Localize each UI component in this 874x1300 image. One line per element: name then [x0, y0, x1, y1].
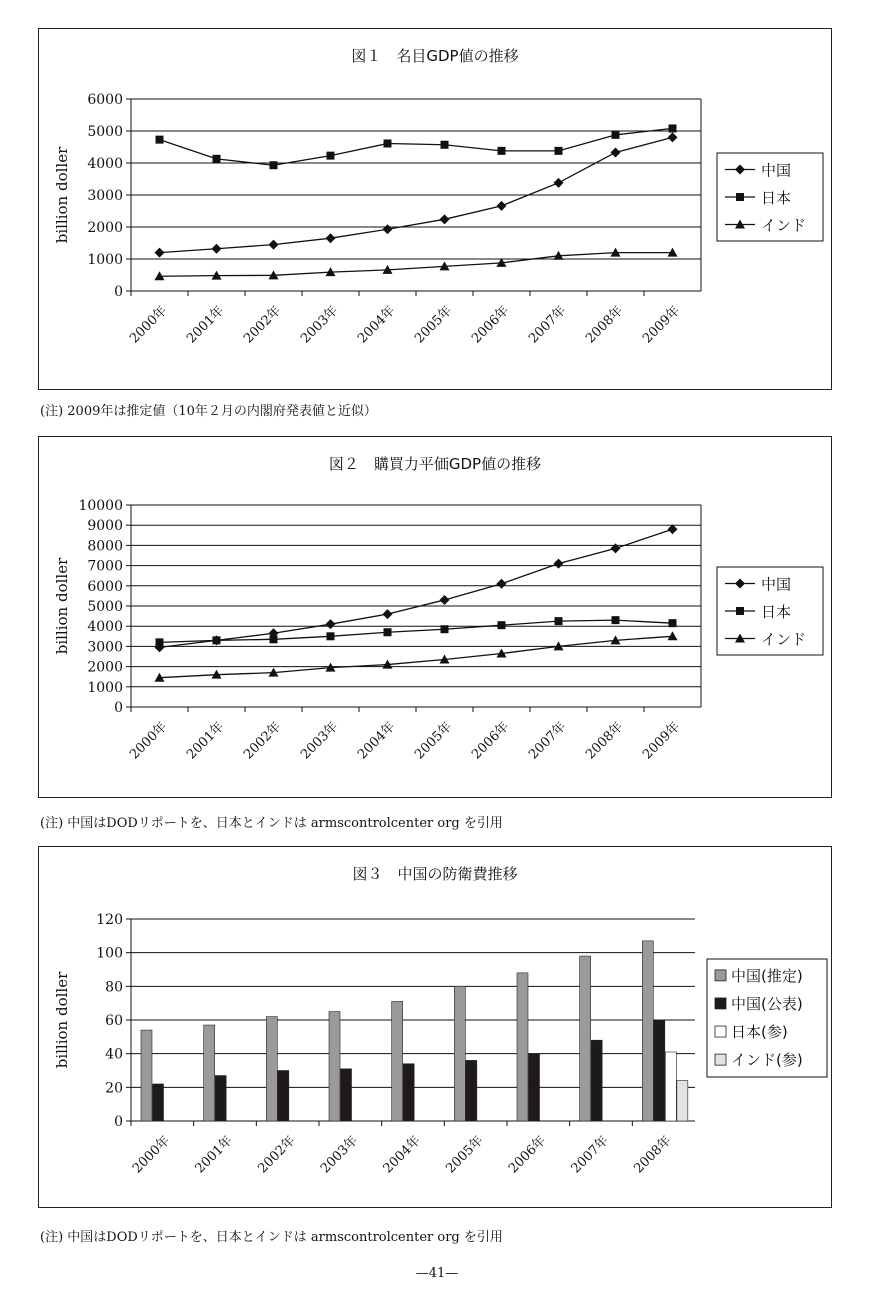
x-tick-label: 2006年 [469, 303, 513, 347]
x-tick-label: 2003年 [298, 719, 342, 763]
y-tick-label: 1000 [87, 679, 123, 696]
legend-label: 日本 [761, 189, 792, 207]
data-point [383, 224, 393, 234]
defense-spending-chart [39, 847, 831, 1207]
bar [215, 1076, 226, 1121]
y-tick-label: 2000 [87, 220, 123, 236]
y-tick-label: 7000 [87, 558, 123, 575]
x-tick-label: 2001年 [192, 1133, 236, 1177]
series-line [160, 128, 673, 165]
data-point [383, 609, 393, 619]
series-line [160, 636, 673, 677]
legend-swatch [715, 970, 726, 981]
bar [591, 1040, 602, 1121]
bar [392, 1001, 403, 1121]
bar [580, 956, 591, 1121]
legend-label: 日本(参) [731, 1023, 788, 1042]
x-tick-label: 2002年 [241, 303, 285, 347]
bar [677, 1081, 688, 1121]
legend [717, 153, 823, 241]
x-tick-label: 2007年 [568, 1133, 612, 1177]
x-tick-label: 2003年 [298, 303, 342, 347]
y-tick-label: 80 [105, 979, 123, 996]
nominal-gdp-chart [39, 29, 831, 389]
data-point [669, 124, 677, 132]
y-tick-label: 3000 [87, 639, 123, 656]
chart-note-3: (注) 中国はDODリポートを、日本とインドは armscontrolcenter org を引用 [40, 1230, 503, 1245]
data-point [441, 141, 449, 149]
x-tick-label: 2004年 [380, 1133, 424, 1177]
y-tick-label: 6000 [87, 92, 123, 108]
y-axis-label: billion doller [53, 557, 71, 655]
bar [341, 1069, 352, 1121]
data-point [555, 617, 563, 625]
data-point [440, 214, 450, 224]
x-tick-label: 2009年 [640, 303, 684, 347]
data-point [327, 632, 335, 640]
data-point [612, 131, 620, 139]
y-tick-label: 9000 [87, 518, 123, 535]
chart-panel-3 [38, 846, 832, 1208]
x-tick-label: 2007年 [526, 303, 570, 347]
page-number: —41— [415, 1266, 459, 1281]
x-tick-label: 2006年 [469, 719, 513, 763]
legend [707, 959, 827, 1077]
data-point [668, 132, 678, 142]
x-tick-label: 2007年 [526, 719, 570, 763]
data-point [212, 244, 222, 254]
bar [141, 1030, 152, 1121]
legend [717, 567, 823, 655]
x-tick-label: 2002年 [255, 1133, 299, 1177]
x-tick-label: 2001年 [184, 719, 228, 763]
chart-note-2: (注) 中国はDODリポートを、日本とインドは armscontrolcenter org を引用 [40, 816, 503, 831]
series-1 [155, 524, 678, 652]
y-tick-label: 10000 [78, 498, 123, 514]
bar [517, 973, 528, 1121]
x-tick-label: 2008年 [583, 303, 627, 347]
data-point [555, 147, 563, 155]
ppp-gdp-chart [39, 437, 831, 797]
y-tick-label: 6000 [87, 578, 123, 595]
data-point [270, 161, 278, 169]
y-tick-label: 5000 [87, 599, 123, 615]
x-tick-label: 2001年 [184, 303, 228, 347]
x-tick-label: 2009年 [640, 719, 684, 763]
data-point [668, 524, 678, 534]
grid-lines [126, 505, 701, 707]
x-tick-label: 2000年 [127, 719, 171, 763]
series-3 [155, 248, 678, 281]
data-point [156, 136, 164, 144]
bar [403, 1064, 414, 1121]
legend-marker [736, 193, 744, 201]
grid-lines [126, 99, 701, 291]
legend-swatch [715, 1054, 726, 1065]
y-tick-label: 60 [105, 1013, 123, 1029]
y-tick-label: 1000 [87, 252, 123, 268]
chart-title: 図３ 中国の防衛費推移 [352, 865, 518, 883]
y-tick-label: 3000 [87, 188, 123, 204]
bar [529, 1054, 540, 1121]
legend-label: インド [761, 630, 807, 649]
y-tick-label: 4000 [87, 619, 123, 636]
bar [466, 1060, 477, 1121]
chart-note-1: (注) 2009年は推定値（10年２月の内閣府発表値と近似） [40, 404, 377, 419]
y-tick-label: 20 [105, 1080, 123, 1097]
bar [153, 1084, 164, 1121]
data-point [155, 248, 165, 258]
legend-label: 日本 [761, 603, 792, 621]
data-point [270, 635, 278, 643]
legend-label: 中国(推定) [731, 966, 803, 985]
chart-panel-1 [38, 28, 832, 390]
x-tick-label: 2005年 [443, 1133, 487, 1177]
x-tick-label: 2005年 [412, 303, 456, 347]
chart-title: 図２ 購買力平価GDP値の推移 [328, 455, 542, 473]
bar [642, 941, 653, 1121]
x-tick-label: 2008年 [631, 1133, 675, 1177]
y-tick-label: 8000 [87, 538, 123, 555]
chart-title: 図１ 名目GDP値の推移 [351, 47, 519, 65]
legend-swatch [715, 1026, 726, 1037]
x-tick-label: 2004年 [355, 303, 399, 347]
data-point [554, 559, 564, 569]
y-tick-label: 40 [105, 1046, 123, 1063]
data-point [668, 631, 678, 640]
x-tick-label: 2005年 [412, 719, 456, 763]
y-tick-label: 0 [114, 1114, 123, 1130]
legend-swatch [715, 998, 726, 1009]
data-point [497, 579, 507, 589]
y-tick-label: 4000 [87, 156, 123, 172]
data-point [327, 152, 335, 160]
data-point [554, 178, 564, 188]
series-line [160, 529, 673, 647]
x-tick-label: 2000年 [129, 1133, 174, 1177]
series-line [160, 253, 673, 277]
y-tick-label: 2000 [87, 659, 123, 676]
y-tick-label: 100 [96, 945, 123, 962]
series-3 [665, 1052, 676, 1121]
y-tick-label: 120 [96, 912, 123, 928]
bar [329, 1012, 340, 1121]
series-line [160, 620, 673, 642]
bar [278, 1071, 289, 1122]
data-point [612, 616, 620, 624]
x-tick-label: 2000年 [127, 303, 171, 347]
x-tick-label: 2006年 [505, 1133, 550, 1177]
bar [654, 1020, 665, 1121]
data-point [326, 233, 336, 243]
data-point [440, 595, 450, 605]
bar [454, 986, 465, 1121]
data-point [611, 147, 621, 157]
y-tick-label: 5000 [87, 124, 123, 140]
bar [204, 1025, 215, 1121]
data-point [497, 201, 507, 211]
legend-label: インド [761, 216, 807, 235]
data-point [213, 155, 221, 163]
data-point [669, 619, 677, 627]
y-axis-label: billion doller [53, 146, 71, 244]
data-point [326, 619, 336, 629]
legend-marker [736, 607, 744, 615]
chart-panel-2 [38, 436, 832, 798]
y-tick-label: 0 [114, 284, 123, 300]
data-point [269, 240, 279, 250]
data-point [498, 147, 506, 155]
legend-label: 中国(公表) [731, 994, 803, 1013]
x-tick-label: 2002年 [241, 719, 285, 763]
series-4 [677, 1081, 688, 1121]
legend-label: 中国 [761, 161, 792, 180]
data-point [384, 139, 392, 147]
x-tick-label: 2003年 [317, 1133, 362, 1177]
data-point [156, 638, 164, 646]
legend-label: インド(参) [731, 1051, 803, 1070]
x-tick-label: 2004年 [355, 719, 399, 763]
data-point [213, 636, 221, 644]
y-tick-label: 0 [114, 700, 123, 716]
x-tick-label: 2008年 [583, 719, 627, 763]
y-axis-label: billion doller [53, 971, 71, 1069]
bar [266, 1017, 277, 1121]
data-point [441, 625, 449, 633]
data-point [498, 621, 506, 629]
bar [665, 1052, 676, 1121]
legend-label: 中国 [761, 575, 792, 594]
data-point [384, 628, 392, 636]
